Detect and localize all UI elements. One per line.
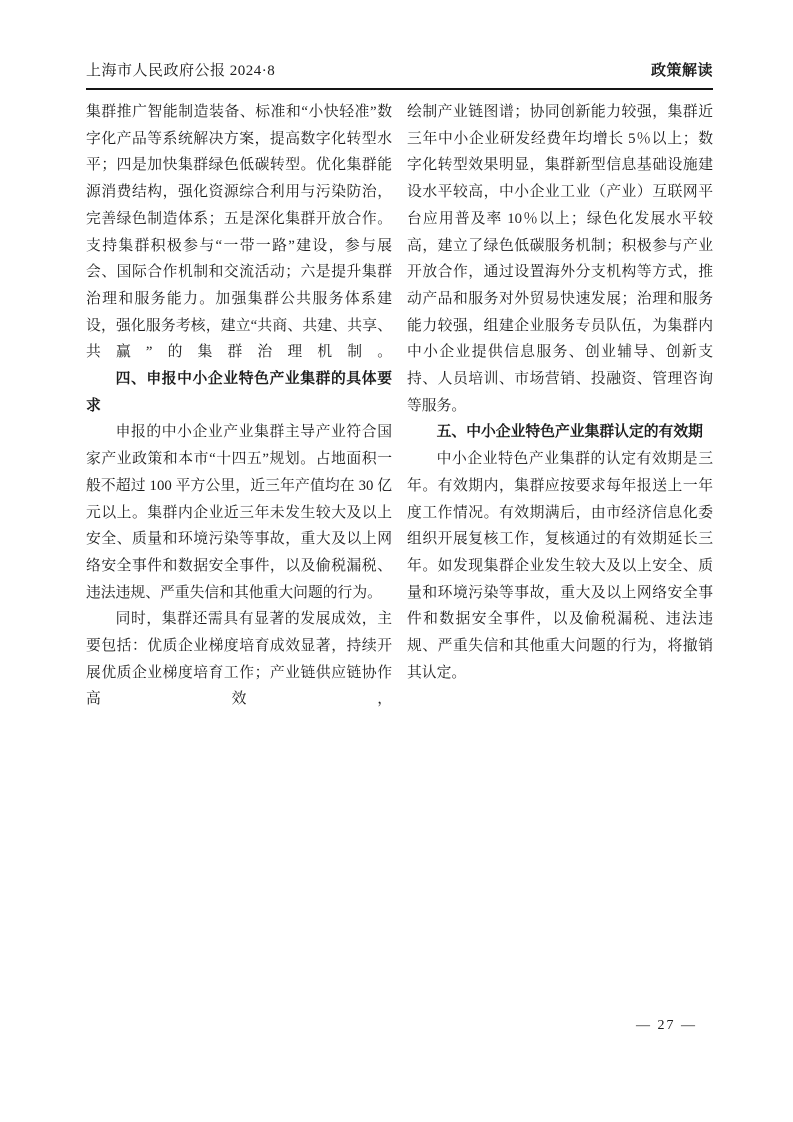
section-label: 政策解读 xyxy=(650,62,713,79)
section-heading-5: 五、中小企业特色产业集群认定的有效期 xyxy=(436,424,703,441)
paragraph-section4-requirements: 申报的中小企业产业集群主导产业符合国家产业政策和本市“十四五”规划。占地面积一般不超过 100 平方公里，近三年产值均在 30 亿元以上。集群内企业近三年未发生较大及以上安全、质量和环境污染等事故，重大及以上网络安全事件和数据安全事件，以及偷税漏税、违法违规、严重失信和其他重大问题的行为。 xyxy=(86,424,392,601)
header-divider-rule xyxy=(86,88,713,90)
left-column xyxy=(86,99,392,713)
page-number: — 27 — xyxy=(636,1018,697,1033)
journal-title: 上海市人民政府公报 2024·8 xyxy=(86,63,276,79)
page-header xyxy=(86,59,713,80)
paragraph-section5-validity: 中小企业特色产业集群的认定有效期是三年。有效期内，集群应按要求每年报送上一年度工作情况。有效期满后，由市经济信息化委组织开展复核工作，复核通过的有效期延长三年。如发现集群企业发生较大及以上安全、质量和环境污染等事故，重大及以上网络安全事件和数据安全事件，以及偷税漏税、违法违规、严重失信和其他重大问题的行为，将撤销其认定。 xyxy=(407,451,713,681)
section-heading-4: 四、申报中小企业特色产业集群的具体要求 xyxy=(86,371,392,414)
paragraph-section3-continuation: 集群推广智能制造装备、标准和“小快轻准”数字化产品等系统解决方案，提高数字化转型水平；四是加快集群绿色低碳转型。优化集群能源消费结构，强化资源综合利用与污染防治，完善绿色制造体系；五是深化集群开放合作。支持集群积极参与“一带一路”建设，参与展会、国际合作机制和交流活动；六是提升集群治理和服务能力。加强集群公共服务体系建设，强化服务考核，建立“共商、共建、共享、共赢”的集群治理机制。 xyxy=(86,104,392,361)
article-body xyxy=(86,99,713,713)
paragraph-section4-achievements-continuation: 绘制产业链图谱；协同创新能力较强，集群近三年中小企业研发经费年均增长 5％以上；数字化转型效果明显，集群新型信息基础设施建设水平较高，中小企业工业（产业）互联网平台应用普及率 10％以上；绿色化发展水平较高，建立了绿色低碳服务机制；积极参与产业开放合作，通过设置海外分支机构等方式，推动产品和服务对外贸易快速发展；治理和服务能力较强，组建企业服务专员队伍，为集群内中小企业提供信息服务、创业辅导、创新支持、人员培训、市场营销、投融资、管理咨询等服务。 xyxy=(407,104,713,414)
paragraph-section4-achievements: 同时，集群还需具有显著的发展成效，主要包括：优质企业梯度培育成效显著，持续开展优质企业梯度培育工作；产业链供应链协作高效， xyxy=(86,611,392,708)
right-column xyxy=(407,99,713,713)
